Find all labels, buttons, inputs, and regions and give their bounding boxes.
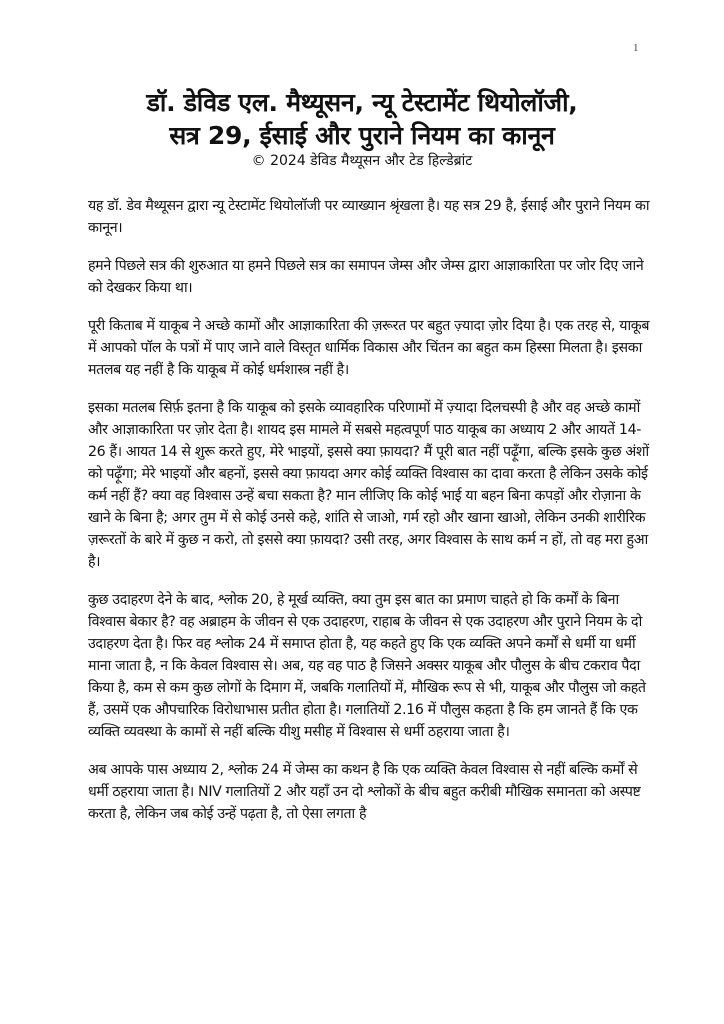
paragraph-james-chapter-2: इसका मतलब सिर्फ़ इतना है कि याकूब को इसके व्यावहारिक परिणामों में ज़्यादा दिलचस्पी है और वह अच्छे कामों और आज्ञाकारिता पर ज़ोर देता है। शायद इस मामले में सबसे महत्वपूर्ण पाठ याकूब का अध्याय 2 और आयतें 14-26 हैं। आयत 14 से शुरू करते हुए, मेरे भाइयों, इससे क्या फ़ायदा? मैं पूरी बात नहीं पढ़ूँगा, बल्कि इसके कुछ अंशों को पढ़ूँगा; मेरे भाइयों और बहनों, इससे क्या फ़ायदा अगर कोई व्यक्ति विश्वास का दावा करता है लेकिन उसके कोई कर्म नहीं हैं? क्या वह विश्वास उन्हें बचा सकता है? मान लीजिए कि कोई भाई या बहन बिना कपड़ों और रोज़ाना के खाने के बिना है; अगर तुम में से कोई उनसे कहे, शांति से जाओ, गर्म रहो और खाना खाओ, लेकिन उनकी शारीरिक ज़रूरतों के बारे में कुछ न करो, तो इससे क्या फ़ायदा? उसी तरह, अगर विश्वास के साथ कर्म न हों, तो वह मरा हुआ है। xyxy=(88,400,649,570)
page-number: 1 xyxy=(633,42,639,54)
paragraph-previous-session: हमने पिछले सत्र की शुरुआत या हमने पिछले सत्र का समापन जेम्स और जेम्स द्वारा आज्ञाकारिता पर जोर दिए जाने को देखकर किया था। xyxy=(88,258,644,296)
copyright-notice: © 2024 डेविड मैथ्यूसन और टेड हिल्डेब्रांट xyxy=(251,153,473,169)
document-body xyxy=(88,195,658,841)
title-line-1: डॉ. डेविड एल. मैथ्यूसन, न्यू टेस्टामेंट थियोलॉजी, xyxy=(146,88,578,117)
title-line-2: सत्र 29, ईसाई और पुराने नियम का कानून xyxy=(169,121,555,150)
paragraph-intro: यह डॉ. डेव मैथ्यूसन द्वारा न्यू टेस्टामेंट थियोलॉजी पर व्याख्यान श्रृंखला है। यह सत्र 29 है, ईसाई और पुराने नियम का कानून। xyxy=(88,198,650,236)
paragraph-examples-verse-20: कुछ उदाहरण देने के बाद, श्लोक 20, हे मूर्ख व्यक्ति, क्या तुम इस बात का प्रमाण चाहते हो कि कर्मों के बिना विश्वास बेकार है? वह अब्राहम के जीवन से एक उदाहरण, राहाब के जीवन से एक उदाहरण और पुराने नियम के दो उदाहरण देता है। फिर वह श्लोक 24 में समाप्त होता है, यह कहते हुए कि एक व्यक्ति अपने कर्मों से धर्मी या धर्मी माना जाता है, न कि केवल विश्वास से। अब, यह वह पाठ है जिसने अक्सर याकूब और पौलुस के बीच टकराव पैदा किया है, कम से कम कुछ लोगों के दिमाग में, जबकि गलातियों में, मौखिक रूप से भी, याकूब और पौलुस जो कहते हैं, उसमें एक औपचारिक विरोधाभास प्रतीत होता है। गलातियों 2.16 में पौलुस कहता है कि हम जानते हैं कि एक व्यक्ति व्यवस्था के कामों से नहीं बल्कि यीशु मसीह में विश्वास से धर्मी ठहराया जाता है। xyxy=(88,592,646,740)
document-header xyxy=(60,86,664,170)
paragraph-james-emphasis: पूरी किताब में याकूब ने अच्छे कामों और आज्ञाकारिता की ज़रूरत पर बहुत ज़्यादा ज़ोर दिया है। एक तरह से, याकूब में आपको पॉल के पत्रों में पाए जाने वाले विस्तृत धार्मिक विकास और चिंतन का बहुत कम हिस्सा मिलता है। इसका मतलब यह नहीं है कि याकूब में कोई धर्मशास्त्र नहीं है। xyxy=(88,318,650,378)
document-title xyxy=(60,86,664,152)
paragraph-verse-24: अब आपके पास अध्याय 2, श्लोक 24 में जेम्स का कथन है कि एक व्यक्ति केवल विश्वास से नहीं बल्कि कर्मों से धर्मी ठहराया जाता है। NIV गलातियों 2 और यहाँ उन दो श्लोकों के बीच बहुत करीबी मौखिक समानता को अस्पष्ट करता है, लेकिन जब कोई उन्हें पढ़ता है, तो ऐसा लगता है xyxy=(88,762,641,822)
